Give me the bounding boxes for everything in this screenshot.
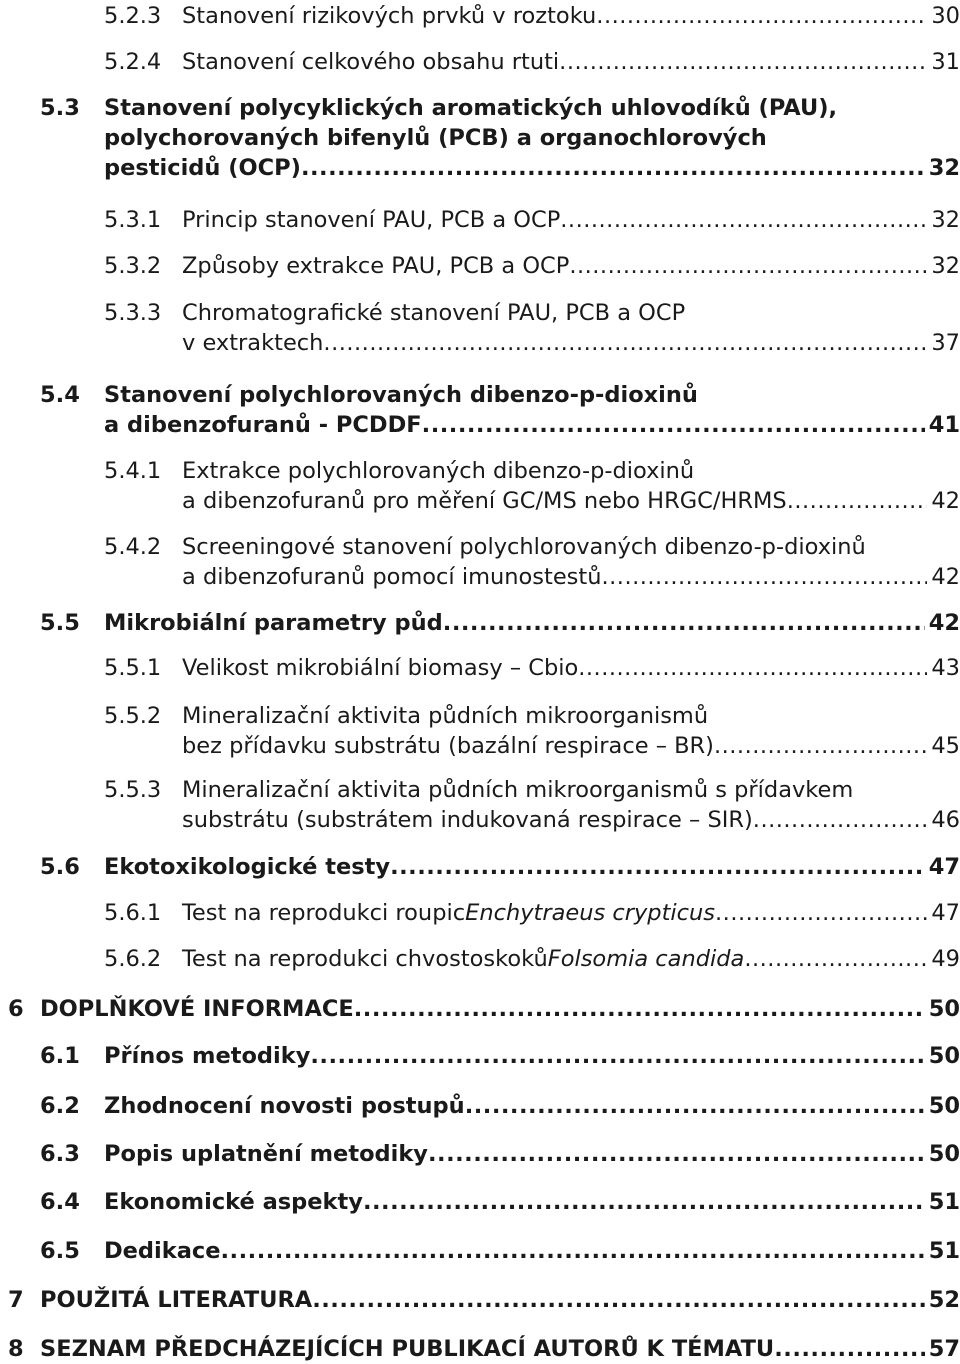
dot-leader bbox=[569, 251, 927, 281]
toc-entry-number: 5.4.2 bbox=[104, 534, 162, 560]
toc-entry-number: 6.3 bbox=[40, 1141, 80, 1167]
toc-entry-number: 5.6 bbox=[40, 854, 80, 880]
toc-entry-last-line bbox=[182, 562, 960, 592]
toc-entry-title: Stanovení celkového obsahu rtuti bbox=[182, 49, 560, 75]
toc-entry-last-line bbox=[182, 486, 960, 516]
toc-entry-last-line bbox=[104, 1187, 960, 1217]
toc-entry-last-line bbox=[104, 1041, 960, 1071]
toc-entry-last-line bbox=[40, 1285, 960, 1315]
toc-entry-title: Stanovení polychlorovaných dibenzo-p-dioxinů bbox=[104, 382, 698, 408]
toc-entry-page-number: 50 bbox=[928, 1093, 960, 1119]
toc-entry-title: Stanovení polycyklických aromatických uhlovodíků (PAU), bbox=[104, 95, 838, 121]
toc-entry-title: Screeningové stanovení polychlorovaných dibenzo-p-dioxinů bbox=[182, 534, 866, 560]
dot-leader bbox=[774, 1334, 924, 1364]
toc-entry-title: DOPLŇKOVÉ INFORMACE bbox=[40, 996, 354, 1022]
toc-entry-title: pesticidů (OCP) bbox=[104, 155, 301, 181]
toc-entry-title: Způsoby extrakce PAU, PCB a OCP bbox=[182, 253, 570, 279]
toc-entry-title: Mineralizační aktivita půdních mikroorganismů bbox=[182, 703, 709, 729]
dot-leader bbox=[559, 47, 927, 77]
toc-entry-last-line bbox=[104, 1091, 960, 1121]
toc-entry-number: 5.6.2 bbox=[104, 946, 162, 972]
toc-entry-number: 6.2 bbox=[40, 1093, 80, 1119]
toc-entry-last-line bbox=[104, 1139, 960, 1169]
toc-entry-page-number: 43 bbox=[931, 655, 960, 681]
dot-leader bbox=[354, 994, 925, 1024]
toc-entry-title: Test na reprodukci chvostoskoků bbox=[182, 946, 548, 972]
dot-leader bbox=[422, 410, 925, 440]
toc-entry-last-line bbox=[182, 1, 960, 31]
toc-entry-page-number: 32 bbox=[931, 207, 960, 233]
toc-entry-last-line bbox=[182, 944, 960, 974]
toc-entry-title: Přínos metodiky bbox=[104, 1043, 311, 1069]
toc-entry-page-number: 50 bbox=[928, 1043, 960, 1069]
dot-leader bbox=[390, 852, 925, 882]
dot-leader bbox=[443, 608, 925, 638]
toc-entry-last-line bbox=[104, 1236, 960, 1266]
toc-entry-number: 5.3.1 bbox=[104, 207, 162, 233]
toc-entry-last-line bbox=[104, 852, 960, 882]
toc-entry-title: substrátu (substrátem indukovaná respirace – SIR) bbox=[182, 807, 753, 833]
dot-leader bbox=[312, 1285, 924, 1315]
dot-leader bbox=[301, 153, 925, 183]
dot-leader bbox=[428, 1139, 925, 1169]
toc-entry-number: 5.5.2 bbox=[104, 703, 162, 729]
toc-entry-title: Stanovení rizikových prvků v roztoku bbox=[182, 3, 597, 29]
toc-entry-page-number: 41 bbox=[928, 412, 960, 438]
toc-entry-number: 8 bbox=[8, 1336, 24, 1362]
dot-leader bbox=[310, 1041, 924, 1071]
toc-entry-title: polychorovaných bifenylů (PCB) a organochlorových bbox=[104, 125, 767, 151]
toc-entry-number: 7 bbox=[8, 1287, 24, 1313]
toc-entry-title: Ekonomické aspekty bbox=[104, 1189, 363, 1215]
toc-entry-page-number: 30 bbox=[931, 3, 960, 29]
toc-entry-number: 5.6.1 bbox=[104, 900, 162, 926]
toc-entry-page-number: 52 bbox=[928, 1287, 960, 1313]
toc-entry-page-number: 32 bbox=[931, 253, 960, 279]
toc-entry-page-number: 50 bbox=[928, 1141, 960, 1167]
toc-entry-last-line bbox=[182, 805, 960, 835]
toc-entry-last-line bbox=[182, 898, 960, 928]
toc-entry-number: 5.2.3 bbox=[104, 3, 162, 29]
toc-entry-page-number: 32 bbox=[928, 155, 960, 181]
toc-entry-last-line bbox=[40, 1334, 960, 1364]
toc-entry-number: 6.1 bbox=[40, 1043, 80, 1069]
toc-entry-number: 6.4 bbox=[40, 1189, 80, 1215]
toc-entry-page-number: 57 bbox=[928, 1336, 960, 1362]
toc-entry-number: 5.4 bbox=[40, 382, 80, 408]
dot-leader bbox=[596, 1, 927, 31]
dot-leader bbox=[787, 486, 928, 516]
toc-entry-title: Princip stanovení PAU, PCB a OCP bbox=[182, 207, 561, 233]
toc-entry-number: 5.5.3 bbox=[104, 777, 162, 803]
toc-entry-last-line bbox=[182, 653, 960, 683]
toc-entry-title: a dibenzofuranů pomocí imunostestů bbox=[182, 564, 602, 590]
toc-entry-last-line bbox=[104, 410, 960, 440]
toc-entry-last-line bbox=[104, 153, 960, 183]
dot-leader bbox=[560, 205, 927, 235]
toc-entry-title: Test na reprodukci roupic bbox=[182, 900, 466, 926]
toc-entry-title: Popis uplatnění metodiky bbox=[104, 1141, 428, 1167]
toc-entry-page-number: 51 bbox=[928, 1238, 960, 1264]
toc-entry-species-name: Enchytraeus crypticus bbox=[465, 900, 716, 926]
toc-entry-number: 5.4.1 bbox=[104, 458, 162, 484]
toc-entry-number: 5.3 bbox=[40, 95, 80, 121]
toc-entry-page-number: 45 bbox=[931, 733, 960, 759]
dot-leader bbox=[715, 898, 927, 928]
toc-entry-title: v extraktech bbox=[182, 330, 324, 356]
toc-entry-title: Velikost mikrobiální biomasy – Cbio bbox=[182, 655, 579, 681]
toc-entry-title: Zhodnocení novosti postupů bbox=[104, 1093, 465, 1119]
toc-entry-number: 5.2.4 bbox=[104, 49, 162, 75]
toc-entry-number: 5.5.1 bbox=[104, 655, 162, 681]
toc-entry-page-number: 42 bbox=[931, 488, 960, 514]
toc-entry-page-number: 46 bbox=[931, 807, 960, 833]
toc-entry-number: 5.3.2 bbox=[104, 253, 162, 279]
toc-entry-title: Mikrobiální parametry půd bbox=[104, 610, 443, 636]
toc-entry-title: Ekotoxikologické testy bbox=[104, 854, 391, 880]
toc-entry-last-line bbox=[182, 731, 960, 761]
toc-entry-title: a dibenzofuranů pro měření GC/MS nebo HRGC/HRMS bbox=[182, 488, 787, 514]
toc-entry-page-number: 50 bbox=[928, 996, 960, 1022]
dot-leader bbox=[744, 944, 927, 974]
toc-entry-number: 6 bbox=[8, 996, 24, 1022]
dot-leader bbox=[323, 328, 927, 358]
toc-entry-title: POUŽITÁ LITERATURA bbox=[40, 1287, 313, 1313]
dot-leader bbox=[465, 1091, 925, 1121]
toc-entry-last-line bbox=[182, 205, 960, 235]
dot-leader bbox=[753, 805, 928, 835]
toc-entry-title: Mineralizační aktivita půdních mikroorganismů s přídavkem bbox=[182, 777, 854, 803]
dot-leader bbox=[221, 1236, 925, 1266]
toc-entry-title: Extrakce polychlorovaných dibenzo-p-dioxinů bbox=[182, 458, 695, 484]
dot-leader bbox=[714, 731, 927, 761]
toc-entry-number: 5.5 bbox=[40, 610, 80, 636]
dot-leader bbox=[578, 653, 927, 683]
dot-leader bbox=[601, 562, 927, 592]
toc-entry-page-number: 31 bbox=[931, 49, 960, 75]
toc-entry-title: bez přídavku substrátu (bazální respirace – BR) bbox=[182, 733, 714, 759]
toc-entry-page-number: 49 bbox=[931, 946, 960, 972]
toc-entry-last-line bbox=[104, 608, 960, 638]
toc-entry-last-line bbox=[40, 994, 960, 1024]
toc-entry-title: SEZNAM PŘEDCHÁZEJÍCÍCH PUBLIKACÍ AUTORŮ K TÉMATU bbox=[40, 1336, 775, 1362]
toc-entry-last-line bbox=[182, 47, 960, 77]
toc-entry-number: 6.5 bbox=[40, 1238, 80, 1264]
toc-entry-title: Chromatografické stanovení PAU, PCB a OCP bbox=[182, 300, 686, 326]
toc-entry-page-number: 47 bbox=[931, 900, 960, 926]
toc-entry-page-number: 37 bbox=[931, 330, 960, 356]
toc-entry-species-name: Folsomia candida bbox=[547, 946, 745, 972]
toc-entry-last-line bbox=[182, 328, 960, 358]
toc-entry-number: 5.3.3 bbox=[104, 300, 162, 326]
toc-entry-page-number: 42 bbox=[928, 610, 960, 636]
dot-leader bbox=[363, 1187, 925, 1217]
toc-entry-page-number: 42 bbox=[931, 564, 960, 590]
toc-entry-last-line bbox=[182, 251, 960, 281]
toc-entry-title: a dibenzofuranů - PCDDF bbox=[104, 412, 422, 438]
toc-entry-page-number: 51 bbox=[928, 1189, 960, 1215]
toc-entry-page-number: 47 bbox=[928, 854, 960, 880]
toc-entry-title: Dedikace bbox=[104, 1238, 221, 1264]
